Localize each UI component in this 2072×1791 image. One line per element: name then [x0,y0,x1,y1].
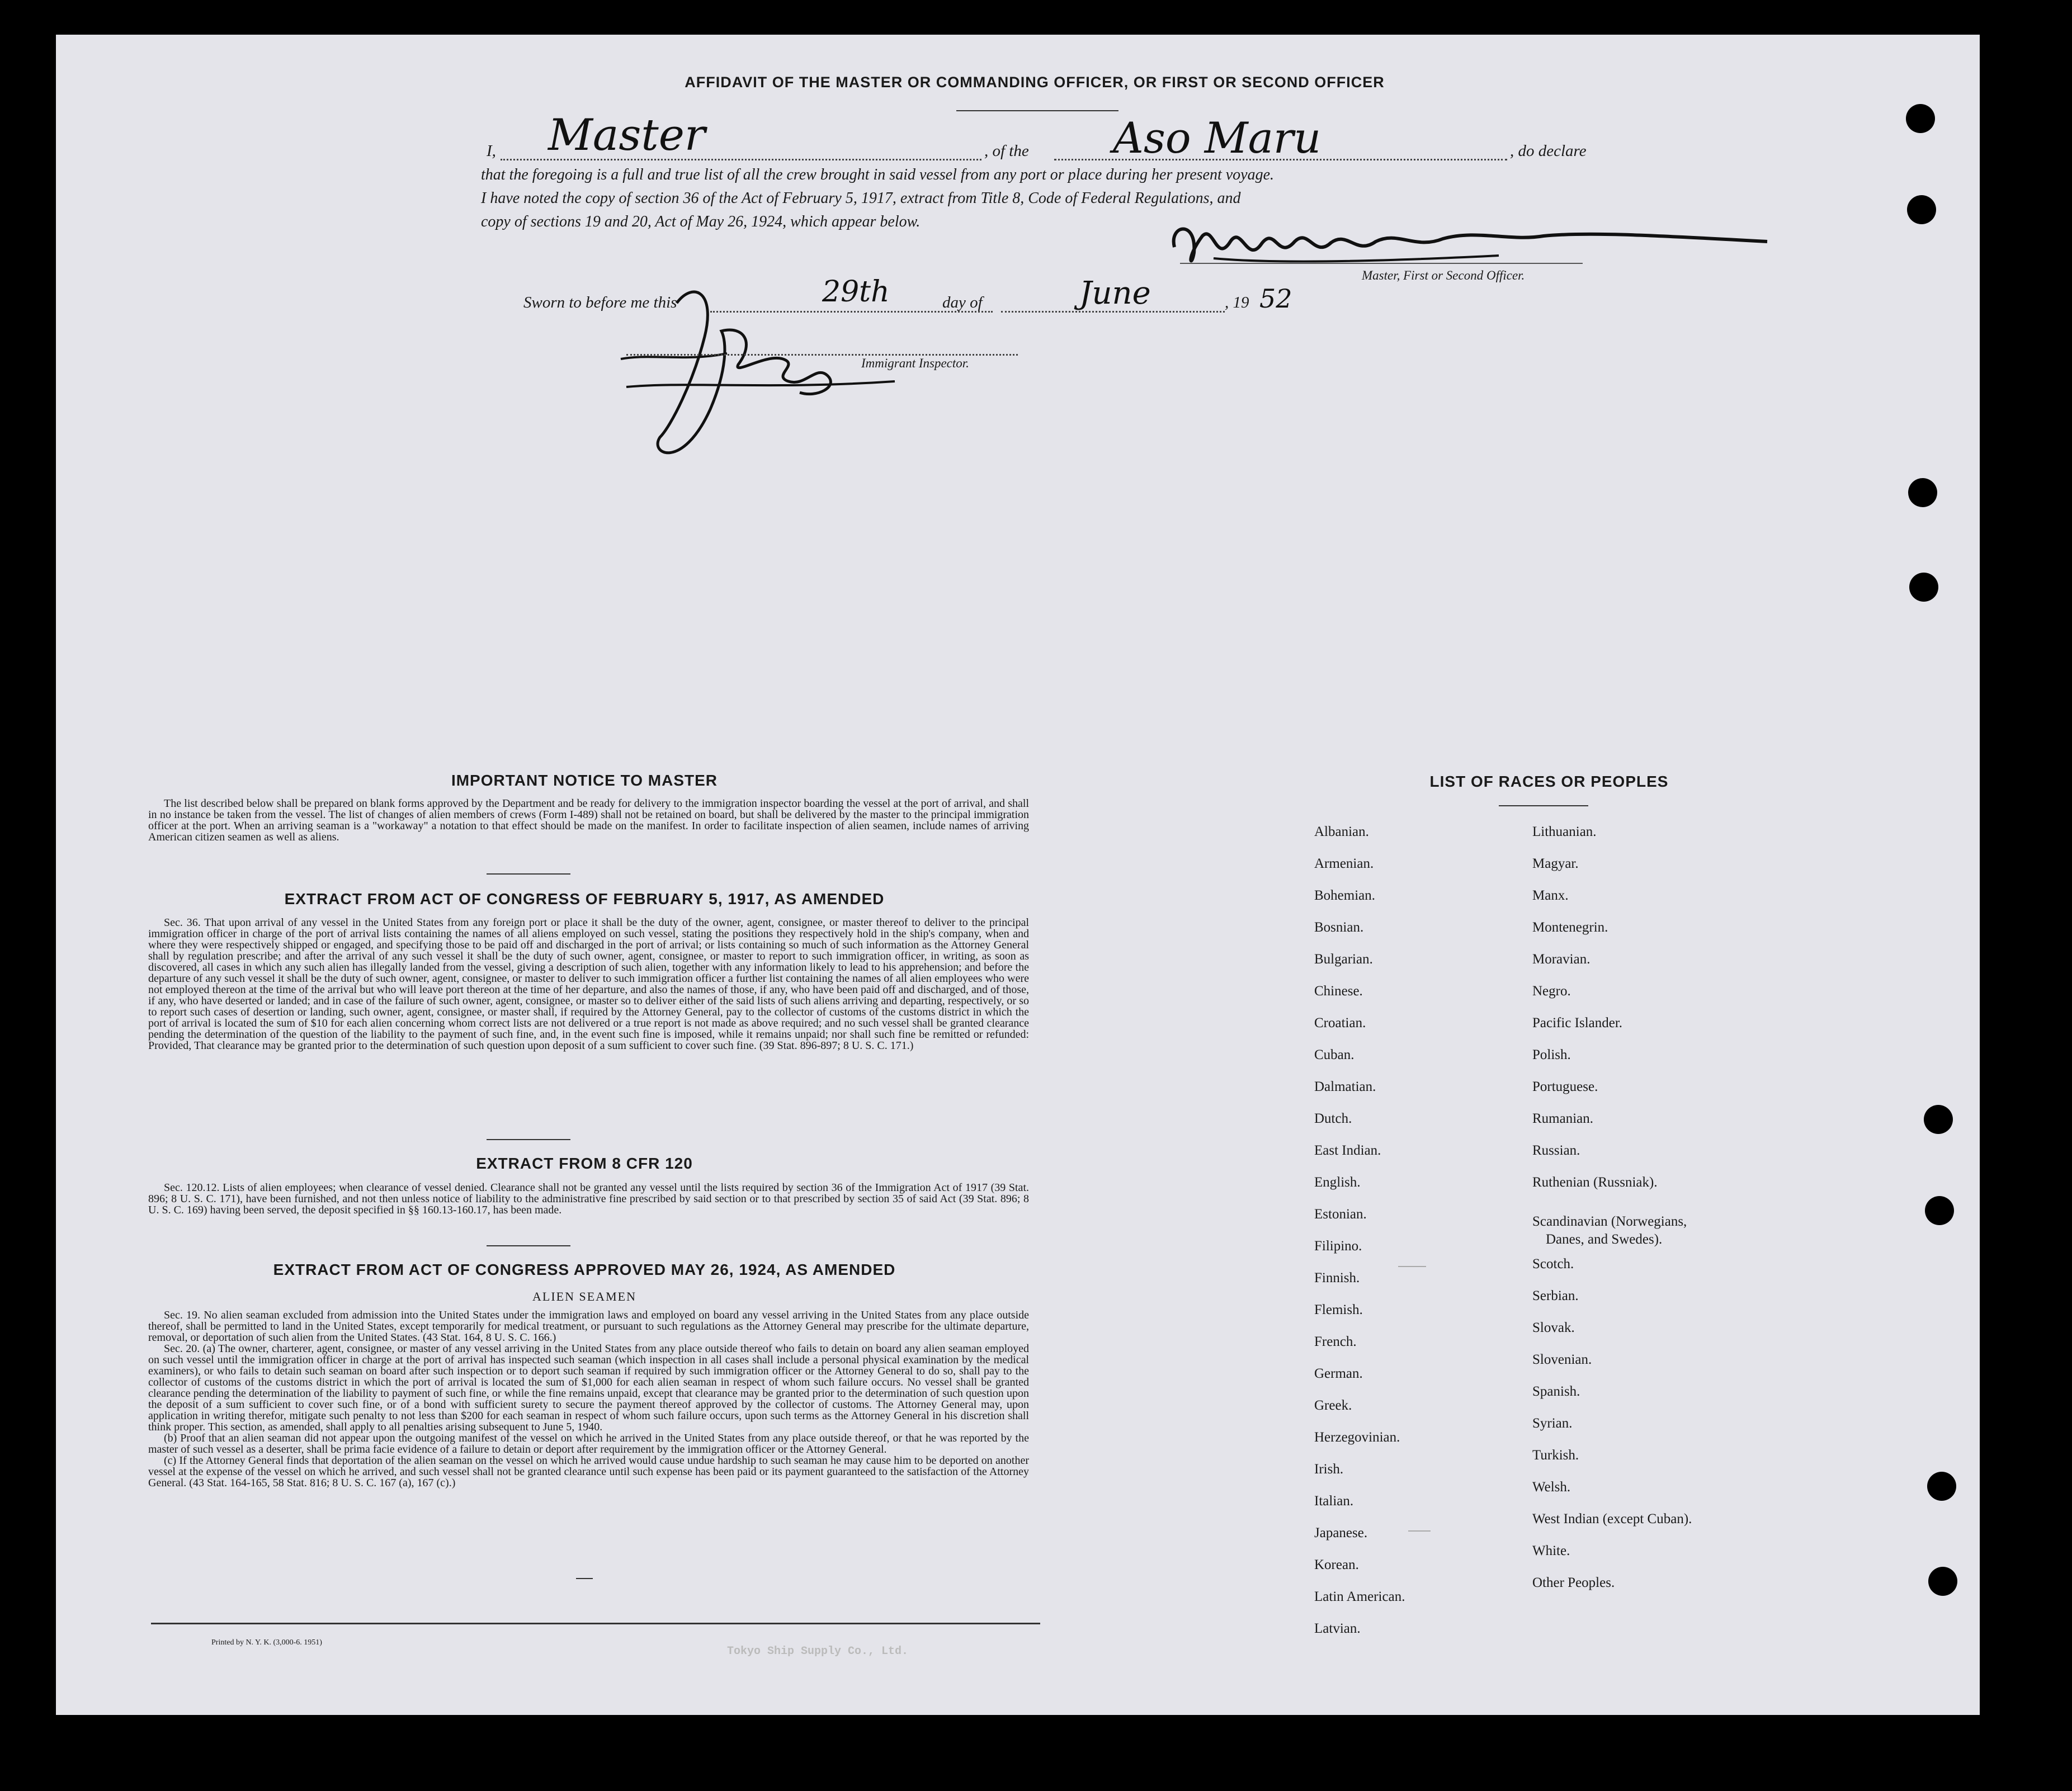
extract-1917-divider [487,1139,570,1140]
race-item: Slovak. [1532,1320,1575,1335]
printed-by: Printed by N. Y. K. (3,000-6. 1951) [211,1638,322,1647]
races-title: LIST OF RACES OR PEOPLES [1429,773,1669,790]
notice-paragraph: The list described below shall be prepared on blank forms approved by the Department and be ready for delivery to the immigration inspector boarding the vessel at the port of arrival, and shall in no instance be taken from the vessel. The list of changes of alien members of crews (Form I-489) shall not be retained on board, but shall be delivered by the master to the principal immigration officer at the port. When an arriving seaman is a "workaway" a notation to that effect should be made on the manifest. In order to facilitate inspection of alien seamen, include names of arriving American citizen seamen as well as aliens. [148,797,1029,843]
extract-1924-body [148,1310,1029,1488]
race-item: Flemish. [1314,1302,1363,1317]
i-label: I, [487,142,496,160]
race-item: Armenian. [1314,856,1374,871]
notice-body [148,798,1029,843]
extract-1924-title: EXTRACT FROM ACT OF CONGRESS APPROVED MAY 26, 1924, AS AMENDED [273,1261,896,1278]
of-the-label: , of the [984,142,1029,160]
race-item: Chinese. [1314,984,1363,999]
race-item: German. [1314,1366,1363,1381]
notice-title: IMPORTANT NOTICE TO MASTER [451,772,718,789]
race-item: Turkish. [1532,1448,1579,1463]
race-item: Latvian. [1314,1621,1361,1636]
race-item: Slovenian. [1532,1352,1592,1367]
race-item: Finnish. [1314,1270,1360,1286]
race-item: Latin American. [1314,1589,1405,1604]
race-item: White. [1532,1543,1570,1558]
race-item: Negro. [1532,984,1571,999]
race-item: Greek. [1314,1398,1352,1413]
binder-hole [1928,1567,1957,1596]
alien-seamen-subtitle: ALIEN SEAMEN [532,1289,636,1303]
extract-cfr-body [148,1182,1029,1216]
race-item: Russian. [1532,1143,1580,1158]
race-item: Estonian. [1314,1207,1367,1222]
binder-hole [1909,573,1938,602]
race-item: Croatian. [1314,1015,1366,1031]
faint-mark [1398,1266,1426,1267]
race-item: Bulgarian. [1314,952,1373,967]
race-item: East Indian. [1314,1143,1381,1158]
race-item: Danes, and Swedes). [1546,1232,1663,1247]
race-item: Herzegovinian. [1314,1430,1400,1445]
binder-hole [1906,104,1935,133]
race-item: Spanish. [1532,1384,1580,1399]
race-item: Cuban. [1314,1047,1354,1062]
title-divider [956,110,1118,111]
year-handwriting: 52 [1259,283,1292,314]
binder-hole [1924,1105,1953,1134]
race-item: Other Peoples. [1532,1575,1615,1590]
affidavit-line-1: that the foregoing is a full and true list of all the crew brought in said vessel from any port or place during her present voyage. [481,166,1275,183]
races-divider [1499,805,1588,806]
faint-mark [1408,1530,1431,1532]
sec-20b-paragraph: (b) Proof that an alien seaman did not appear upon the outgoing manifest of the vessel on which he arrived in the United States from any place outside thereof, or that he was reported by the master of such vessel as a deserter, shall be prima facie evidence of a failure to detain or deport after requirement by the immigration officer or the Attorney General. [148,1432,1029,1456]
notice-divider [487,873,570,875]
sec-120-12-paragraph: Sec. 120.12. Lists of alien employees; when clearance of vessel denied. Clearance shall not be granted any vessel until the lists required by section 36 of the Immigration Act of 1917 (39 Stat. 896; 8 U. S. C. 171), have been furnished, and not then unless notice of liability to the administrative fine prescribed by said section or to that prescribed by section 35 of said Act (39 Stat. 896; 8 U. S. C. 169) having been served, the deposit specified in §§ 160.13-160.17, has been made. [148,1182,1029,1216]
race-item: Manx. [1532,888,1569,903]
race-item: Welsh. [1532,1480,1571,1495]
sec-19-paragraph: Sec. 19. No alien seaman excluded from admission into the United States under the immigration laws and employed on board any vessel arriving in the United States from any place outside thereof, shall be permitted to land in the United States, except temporarily for medical treatment, or pursuant to such regulations as the Attorney General may prescribe for the ultimate departure, removal, or deportation of such alien from the United States. (43 Stat. 164, 8 U. S. C. 166.) [148,1309,1029,1344]
faint-stamp: Tokyo Ship Supply Co., Ltd. [727,1645,909,1658]
inspector-signature [604,270,917,482]
race-item: Polish. [1532,1047,1571,1062]
race-item: Syrian. [1532,1416,1573,1431]
sec-36-paragraph: Sec. 36. That upon arrival of any vessel in the United States from any foreign port or place it shall be the duty of the owner, agent, consignee, or master thereof to deliver to the principal immigration officer in charge of the port of arrival lists containing the names of all aliens employed on such vessel, stating the positions they respectively hold in the ship's company, when and where they were respectively shipped or engaged, and specifying those to be paid off and discharged in the port of arrival; or lists containing so much of such information as the Attorney General shall by regulation prescribe; and after the arrival of any such vessel it shall be the duty of such owner, agent, consignee, or master to report to such immigration officer, in writing, as soon as discovered, all cases in which any such alien has illegally landed from the vessel, giving a description of such alien, together with any information likely to lead to his apprehension; and before the departure of any such vessel it shall be the duty of such owner, agent, consignee, or master to deliver to such immigration officer a further list containing the names of all alien employees who were not employed thereon at the time of the arrival but who will leave port thereon at the time of her departure, and also the names of those, if any, who have been paid off and discharged, and of those, if any, who have deserted or landed; and in case of the failure of such owner, agent, consignee, or master so to deliver either of the said lists of such aliens arriving and departing, respectively, or so to report such cases of desertion or landing, such owner, agent, consignee, or master shall, if required by the Attorney General, pay to the collector of customs of the customs district in which the port of arrival is located the sum of $10 for each alien concerning whom correct lists are not delivered or a true report is not made as above required; and no such vessel shall be granted clearance pending the determination of the question of the liability to the payment of such fine, and, in the event such fine is imposed, while it remains unpaid; nor shall such fine be remitted or refunded: Provided, That clearance may be granted prior to the determination of such question upon deposit of a sum sufficient to cover such fine. (39 Stat. 896-897; 8 U. S. C. 171.) [148,916,1029,1052]
race-item: Korean. [1314,1557,1359,1572]
race-item: Scandinavian (Norwegians, [1532,1214,1687,1229]
form-page [56,35,1980,1715]
race-item: French. [1314,1334,1357,1349]
race-item: Dalmatian. [1314,1079,1376,1094]
race-item: Italian. [1314,1494,1354,1509]
race-item: Irish. [1314,1462,1344,1477]
binder-hole [1925,1196,1954,1225]
race-item: Albanian. [1314,824,1369,839]
extract-cfr-divider [487,1245,570,1246]
race-item: Pacific Islander. [1532,1015,1623,1031]
sec-20c-paragraph: (c) If the Attorney General finds that deportation of the alien seaman on the vessel on which he arrived would cause undue hardship to such seaman he may cause him to be deported on another vessel at the expense of the vessel on which he arrived, and such vessel shall not be granted clearance until such expense has been paid or its payment guaranteed to the satisfaction of the Attorney General. (43 Stat. 164-165, 58 Stat. 816; 8 U. S. C. 167 (a), 167 (c).) [148,1454,1029,1489]
day-handwriting: 29th [822,275,890,309]
binder-hole [1927,1472,1956,1501]
day-of-label: day of [942,294,983,311]
extract-1924-end-mark [576,1578,593,1579]
extract-1917-title: EXTRACT FROM ACT OF CONGRESS OF FEBRUARY 5, 1917, AS AMENDED [284,890,885,908]
race-item: Bohemian. [1314,888,1376,903]
race-item: Filipino. [1314,1239,1362,1254]
affidavit-line-3: copy of sections 19 and 20, Act of May 26, 1924, which appear below. [481,213,921,230]
race-item: Japanese. [1314,1525,1368,1540]
race-item: Montenegrin. [1532,920,1608,935]
sworn-label: Sworn to before me this [523,294,677,311]
inspector-caption: Immigrant Inspector. [861,356,969,370]
race-item: Magyar. [1532,856,1579,871]
race-item: Bosnian. [1314,920,1364,935]
officer-signature-line [1180,263,1583,264]
race-item: Lithuanian. [1532,824,1597,839]
sec-20a-paragraph: Sec. 20. (a) The owner, charterer, agent, consignee, or master of any vessel arriving in the United States from any place outside thereof who fails to detain on board any alien seaman employed on such vessel until the immigration officer in charge at the port of arrival has inspected such seaman (which inspection in all cases shall include a personal physical examination by the medical examiners), or who fails to detain such seaman on board after such inspection or to deport such seaman if required by such immigration officer or the Attorney General to do so, shall pay to the collector of customs of the customs district in which the port of arrival is located the sum of $1,000 for each alien seaman in respect of whom such failure occurs. No vessel shall be granted clearance pending the determination of the liability to payment of such fine, or while the fine remains unpaid, except that clearance may be granted prior to the determination of such question upon the deposit of a sum sufficient to cover such fine, or of a bond with sufficient surety to secure the payment thereof approved by the collector of customs. The Attorney General may, upon application in writing therefor, mitigate such penalty to not less than $200 for each seaman in respect of whom such failure occurs, upon such terms as the Attorney General in his discretion shall think proper. This section, as amended, shall apply to all penalties arising subsequent to June 5, 1940. [148,1343,1029,1433]
extract-cfr-title: EXTRACT FROM 8 CFR 120 [476,1155,693,1172]
race-item: Serbian. [1532,1288,1579,1303]
master-handwriting: Master [548,110,706,160]
race-item: Ruthenian (Russniak). [1532,1175,1658,1190]
race-item: Moravian. [1532,952,1590,967]
month-handwriting: June [1079,275,1151,311]
footer-rule [151,1623,1040,1624]
officer-caption: Master, First or Second Officer. [1362,268,1525,282]
affidavit-title: AFFIDAVIT OF THE MASTER OR COMMANDING OFFICER, OR FIRST OR SECOND OFFICER [685,74,1385,91]
affidavit-line-2: I have noted the copy of section 36 of the Act of February 5, 1917, extract from Title 8, Code of Federal Regulations, and [481,190,1241,207]
race-item: English. [1314,1175,1361,1190]
year-prefix: , 19 [1225,294,1249,311]
inspector-dotted-line [626,352,1018,356]
master-signature [1163,202,1778,303]
vessel-handwriting: Aso Maru [1113,113,1321,163]
do-declare-label: , do declare [1510,142,1587,160]
race-item: Dutch. [1314,1111,1352,1126]
extract-1917-body [148,917,1029,1051]
binder-hole [1907,195,1936,224]
race-item: Portuguese. [1532,1079,1598,1094]
binder-hole [1908,478,1937,507]
race-item: Rumanian. [1532,1111,1594,1126]
race-item: Scotch. [1532,1256,1574,1272]
race-item: West Indian (except Cuban). [1532,1511,1692,1527]
